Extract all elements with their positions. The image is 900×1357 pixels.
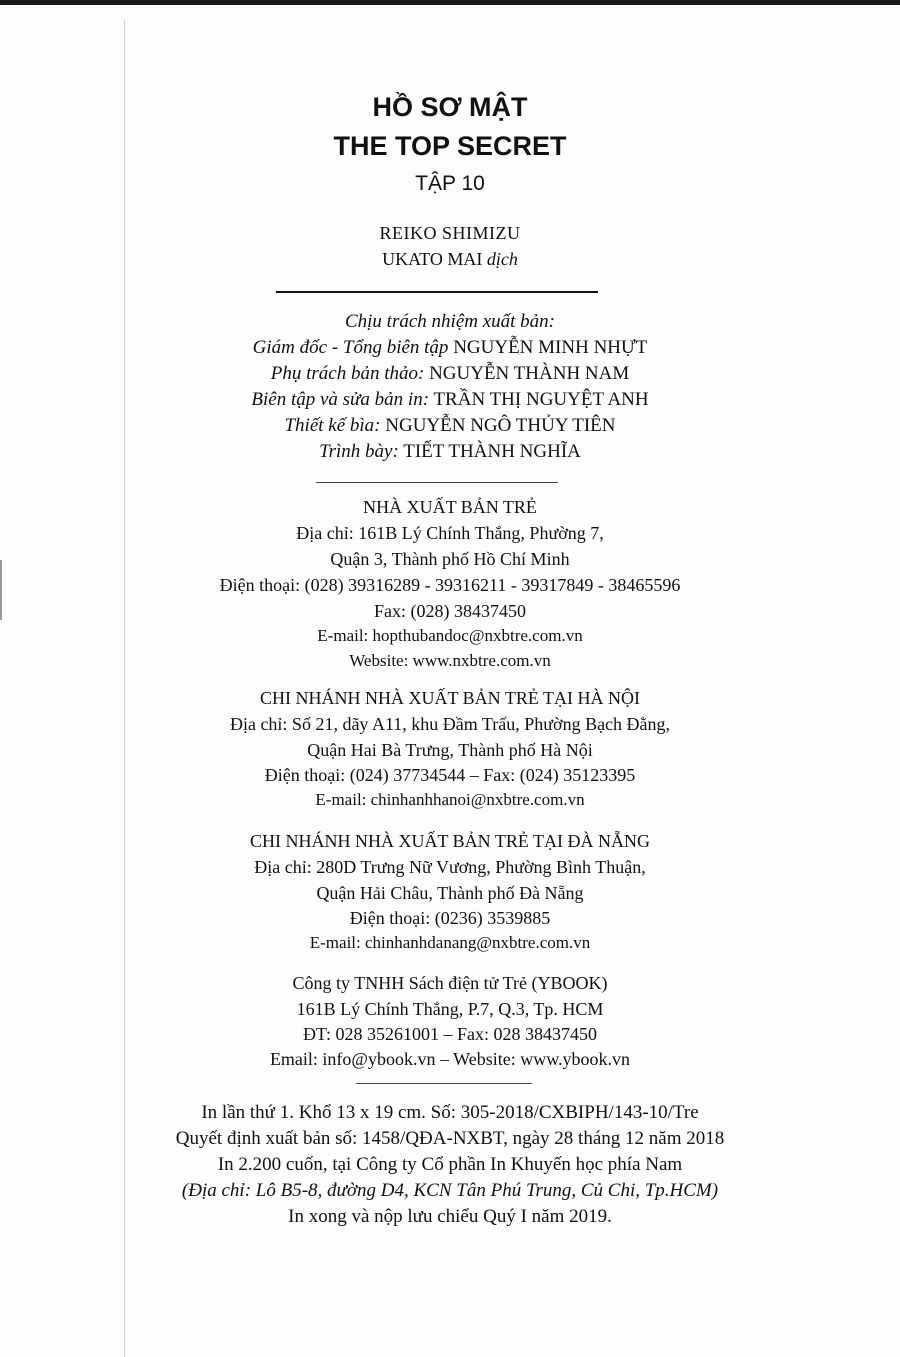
page-top-edge <box>0 0 900 5</box>
credit-manuscript-name: NGUYỄN THÀNH NAM <box>429 363 630 384</box>
printing-line-2: Quyết định xuất bản số: 1458/QĐA-NXBT, ngày 28 tháng 12 năm 2018 <box>175 1128 725 1149</box>
credit-editor <box>0 389 900 411</box>
credits-divider <box>316 482 558 483</box>
danang-branch-address-2: Quận Hải Châu, Thành phố Đà Nẵng <box>316 883 584 903</box>
credit-director <box>0 337 900 359</box>
danang-branch-name: CHI NHÁNH NHÀ XUẤT BẢN TRẺ TẠI ĐÀ NẴNG <box>250 831 650 851</box>
translator-role: dịch <box>486 249 518 269</box>
ybook-divider <box>356 1083 532 1084</box>
credit-director-name: NGUYỄN MINH NHỰT <box>453 337 648 358</box>
book-translator <box>0 249 900 270</box>
publisher-phone: Điện thoại: (028) 39316289 - 39316211 - 39317849 - 38465596 <box>219 575 681 595</box>
book-title-vi: HỒ SƠ MẬT <box>372 92 528 122</box>
credit-editor-name: TRẦN THỊ NGUYỆT ANH <box>433 389 649 410</box>
ybook-name: Công ty TNHH Sách điện tử Trẻ (YBOOK) <box>292 973 608 993</box>
credit-cover <box>0 415 900 437</box>
credit-cover-role: Thiết kế bìa: <box>284 415 381 436</box>
hanoi-branch-name: CHI NHÁNH NHÀ XUẤT BẢN TRẺ TẠI HÀ NỘI <box>260 688 640 708</box>
publisher-fax: Fax: (028) 38437450 <box>374 601 526 621</box>
printing-line-4: (Địa chỉ: Lô B5-8, đường D4, KCN Tân Phú Trung, Củ Chi, Tp.HCM) <box>181 1180 719 1201</box>
credit-responsible-label: Chịu trách nhiệm xuất bản: <box>344 311 556 332</box>
printing-line-3: In 2.200 cuốn, tại Công ty Cổ phần In Khuyến học phía Nam <box>217 1154 683 1175</box>
ybook-phone-fax: ĐT: 028 35261001 – Fax: 028 38437450 <box>302 1024 598 1044</box>
book-title-en: THE TOP SECRET <box>333 131 567 161</box>
hanoi-branch-address-1: Địa chỉ: Số 21, dãy A11, khu Đầm Trấu, Phường Bạch Đằng, <box>229 714 671 734</box>
book-author: REIKO SHIMIZU <box>379 223 521 243</box>
publisher-email: E-mail: hopthubandoc@nxbtre.com.vn <box>317 626 583 645</box>
hanoi-branch-address-2: Quận Hai Bà Trưng, Thành phố Hà Nội <box>307 740 593 760</box>
publisher-address-1: Địa chỉ: 161B Lý Chính Thắng, Phường 7, <box>296 523 604 543</box>
credit-manuscript <box>0 363 900 385</box>
title-divider <box>276 291 598 293</box>
credit-director-role: Giám đốc - Tổng biên tập <box>252 337 449 358</box>
danang-branch-email: E-mail: chinhanhdanang@nxbtre.com.vn <box>309 933 591 952</box>
danang-branch-phone: Điện thoại: (0236) 3539885 <box>349 908 551 928</box>
ybook-contact: Email: info@ybook.vn – Website: www.ybook.vn <box>269 1049 631 1069</box>
translator-name: UKATO MAI <box>382 249 483 269</box>
publisher-website: Website: www.nxbtre.com.vn <box>349 651 551 670</box>
credit-cover-name: NGUYỄN NGÔ THỦY TIÊN <box>385 415 616 436</box>
book-volume: TẬP 10 <box>415 172 485 195</box>
printing-line-5: In xong và nộp lưu chiểu Quý I năm 2019. <box>288 1206 612 1227</box>
hanoi-branch-phone-fax: Điện thoại: (024) 37734544 – Fax: (024) 35123395 <box>264 765 636 785</box>
hanoi-branch-email: E-mail: chinhanhhanoi@nxbtre.com.vn <box>315 790 585 809</box>
ybook-address: 161B Lý Chính Thắng, P.7, Q.3, Tp. HCM <box>296 999 604 1019</box>
credit-layout-name: TIẾT THÀNH NGHĨA <box>403 441 581 462</box>
publisher-name: NHÀ XUẤT BẢN TRẺ <box>363 497 537 517</box>
danang-branch-address-1: Địa chỉ: 280D Trưng Nữ Vương, Phường Bình Thuận, <box>254 857 646 877</box>
credit-layout <box>0 441 900 463</box>
credit-layout-role: Trình bày: <box>319 441 399 462</box>
printing-line-1: In lần thứ 1. Khổ 13 x 19 cm. Số: 305-2018/CXBIPH/143-10/Tre <box>201 1102 699 1123</box>
publisher-address-2: Quận 3, Thành phố Hồ Chí Minh <box>330 549 570 569</box>
credit-manuscript-role: Phụ trách bản thảo: <box>270 363 425 384</box>
credit-editor-role: Biên tập và sửa bản in: <box>251 389 430 410</box>
